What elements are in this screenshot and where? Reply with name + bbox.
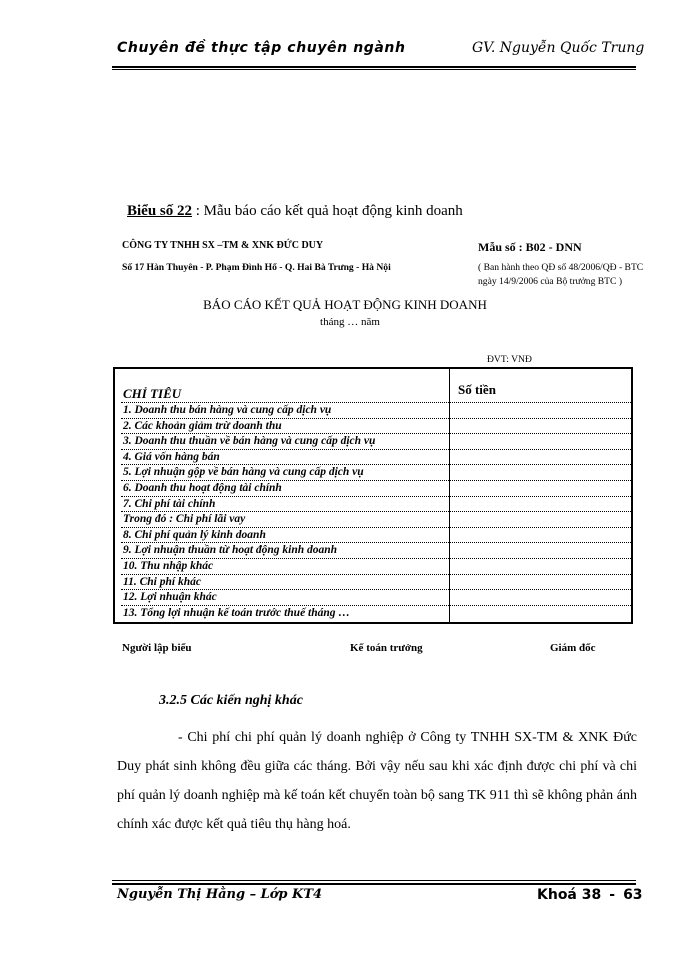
figure-caption-label: Biểu số 22 bbox=[127, 203, 193, 219]
row-amount-cell bbox=[449, 559, 631, 574]
signature-chief-accountant: Kế toán trưởng bbox=[350, 642, 423, 654]
row-amount-cell bbox=[449, 465, 631, 480]
table-row bbox=[121, 449, 631, 465]
row-amount-cell bbox=[449, 450, 631, 465]
report-title bbox=[0, 297, 700, 313]
table-row bbox=[121, 402, 631, 418]
table-row bbox=[121, 433, 631, 449]
row-indicator-label: 10. Thu nhập khác bbox=[123, 560, 214, 572]
row-indicator-label: 6. Doanh thu hoạt động tài chính bbox=[123, 482, 282, 494]
signature-director: Giám đốc bbox=[550, 642, 596, 654]
section-heading: 3.2.5 Các kiến nghị khác bbox=[159, 693, 303, 708]
table-row bbox=[121, 496, 631, 512]
row-indicator-label: Trong đó : Chi phí lãi vay bbox=[123, 513, 246, 526]
row-amount-cell bbox=[449, 606, 631, 621]
row-indicator-label: 5. Lợi nhuận gộp về bán hàng và cung cấp dịch vụ bbox=[123, 466, 364, 479]
row-amount-cell bbox=[449, 497, 631, 512]
row-indicator-label: 3. Doanh thu thuần về bán hàng và cung cấp dịch vụ bbox=[123, 435, 376, 448]
table-row bbox=[121, 558, 631, 574]
table-row bbox=[121, 480, 631, 496]
table-row bbox=[121, 574, 631, 590]
report-title-text: BÁO CÁO KẾT QUẢ HOẠT ĐỘNG KINH DOANH bbox=[203, 297, 487, 312]
row-amount-cell bbox=[449, 512, 631, 527]
table-header-amount: Số tiền bbox=[458, 382, 496, 397]
table-row bbox=[121, 511, 631, 527]
form-number: Mẫu số : B02 - DNN bbox=[478, 240, 582, 254]
row-indicator-label: 9. Lợi nhuận thuần từ hoạt động kinh doanh bbox=[123, 544, 338, 557]
row-indicator-label: 4. Giá vốn hàng bán bbox=[123, 450, 220, 463]
row-indicator-label: 2. Các khoản giảm trừ doanh thu bbox=[123, 419, 282, 432]
row-indicator-label: 8. Chi phí quản lý kinh doanh bbox=[123, 528, 266, 541]
report-unit: ĐVT: VNĐ bbox=[487, 354, 532, 365]
report-period: tháng … năm bbox=[320, 316, 380, 328]
table-row bbox=[121, 464, 631, 480]
page-number: 63 bbox=[623, 887, 643, 903]
report-table bbox=[113, 367, 633, 624]
row-amount-cell bbox=[449, 590, 631, 605]
figure-caption bbox=[127, 203, 463, 220]
footer-author: Nguyễn Thị Hằng – Lớp KT4 bbox=[117, 887, 323, 902]
table-row bbox=[121, 589, 631, 605]
signature-preparer: Người lập biểu bbox=[122, 642, 192, 654]
row-amount-cell bbox=[449, 575, 631, 590]
row-amount-cell bbox=[449, 481, 631, 496]
row-amount-cell bbox=[449, 419, 631, 434]
row-indicator-label: 12. Lợi nhuận khác bbox=[123, 591, 217, 604]
row-indicator-label: 7. Chi phí tài chính bbox=[123, 497, 216, 510]
table-header-indicator: CHỈ TIÊU bbox=[123, 386, 182, 401]
table-row bbox=[121, 605, 631, 621]
table-row bbox=[121, 542, 631, 558]
footer-rule bbox=[112, 883, 636, 885]
table-row bbox=[121, 527, 631, 543]
figure-caption-text: : Mẫu báo cáo kết quả hoạt động kinh doanh bbox=[195, 203, 463, 219]
header-author: GV. Nguyễn Quốc Trung bbox=[472, 40, 645, 56]
form-basis-line2: ngày 14/9/2006 của Bộ trưởng BTC ) bbox=[478, 276, 623, 287]
header-title: Chuyên đề thực tập chuyên ngành bbox=[117, 40, 406, 56]
row-indicator-label: 13. Tổng lợi nhuận kế toán trước thuế tháng … bbox=[123, 606, 350, 619]
table-row bbox=[121, 418, 631, 434]
footer-rule-thin bbox=[112, 880, 636, 881]
company-name: CÔNG TY TNHH SX –TM & XNK ĐỨC DUY bbox=[122, 240, 324, 251]
row-amount-cell bbox=[449, 434, 631, 449]
footer-course: Khoá 38 bbox=[537, 887, 602, 903]
row-indicator-label: 1. Doanh thu bán hàng và cung cấp dịch vụ bbox=[123, 404, 332, 416]
footer-page-info: Khoá 38 - 63 bbox=[537, 887, 643, 903]
row-amount-cell bbox=[449, 528, 631, 543]
section-paragraph: - Chi phí chi phí quản lý doanh nghiệp ở Công ty TNHH SX-TM & XNK Đức Duy phát sinh không đều giữa các tháng. Bởi vậy nếu sau khi xác định được chi phí và chi phí quản lý doanh nghiệp mà kế toán kết chuyển toàn bộ sang TK 911 thì sẽ không phản ánh chính xác được kết quả tiêu thụ hàng hoá. bbox=[117, 730, 637, 832]
row-indicator-label: 11. Chi phí khác bbox=[123, 575, 201, 588]
row-amount-cell bbox=[449, 403, 631, 418]
company-address: Số 17 Hàn Thuyên - P. Phạm Đình Hổ - Q. Hai Bà Trưng - Hà Nội bbox=[122, 262, 391, 273]
form-basis-line1: ( Ban hành theo QĐ số 48/2006/QĐ - BTC bbox=[478, 262, 644, 273]
header-rule bbox=[112, 66, 636, 68]
header-rule-thin bbox=[112, 69, 636, 70]
row-amount-cell bbox=[449, 543, 631, 558]
